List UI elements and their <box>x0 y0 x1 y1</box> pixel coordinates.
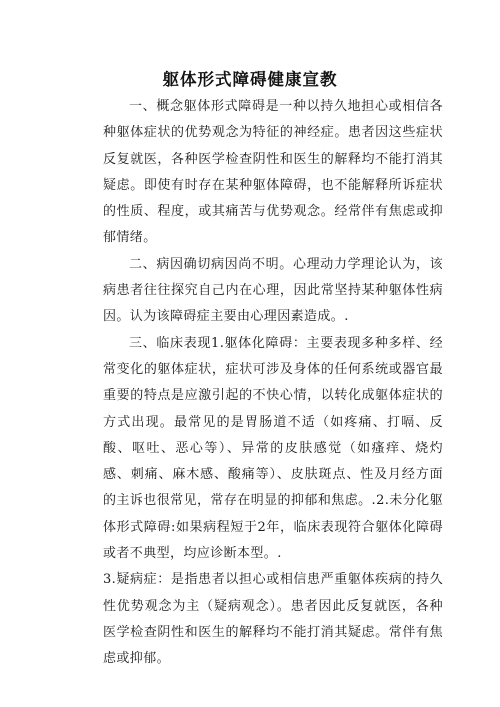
paragraph-concept: 一、概念躯体形式障碍是一种以持久地担心或相信各种躯体症状的优势观念为特征的神经症。患者因这些症状反复就医，各种医学检查阴性和医生的解释均不能打消其疑虑。即使有时存在某种躯体障碍，也不能解释所诉症状的性质、程度，或其痛苦与优势观念。经常伴有焦虑或抑郁情绪。 <box>103 99 443 246</box>
paragraph-hypochondriasis: 3.疑病症：是指患者以担心或相信患严重躯体疾病的持久性优势观念为主（疑病观念）。患者因此反复就医，各种医学检查阴性和医生的解释均不能打消其疑虑。常伴有焦虑或抑郁。 <box>103 572 443 667</box>
document-title: 躯体形式障碍健康宣教 <box>162 70 338 89</box>
paragraph-etiology: 二、病因确切病因尚不明。心理动力学理论认为，该病患者往往探究自己内在心理，因此常坚持某种躯体性病因。认为该障碍症主要由心理因素造成。. <box>103 256 443 325</box>
document-body <box>103 94 443 673</box>
paragraph-clinical: 三、临床表现1.躯体化障碍：主要表现多种多样、经常变化的躯体症状，症状可涉及身体的任何系统或器官最重要的特点是应激引起的不快心情，以转化成躯体症状的方式出现。最常见的是胃肠道不适（如疼痛、打嗝、反酸、呕吐、恶心等）、异常的皮肤感觉（如瘙痒、烧灼感、刺痛、麻木感、酸痛等）、皮肤斑点、性及月经方面的主诉也很常见，常存在明显的抑郁和焦虑。.2.未分化躯体形式障碍:如果病程短于2年，临床表现符合躯体化障碍或者不典型，均应诊断本型。. <box>103 335 443 562</box>
